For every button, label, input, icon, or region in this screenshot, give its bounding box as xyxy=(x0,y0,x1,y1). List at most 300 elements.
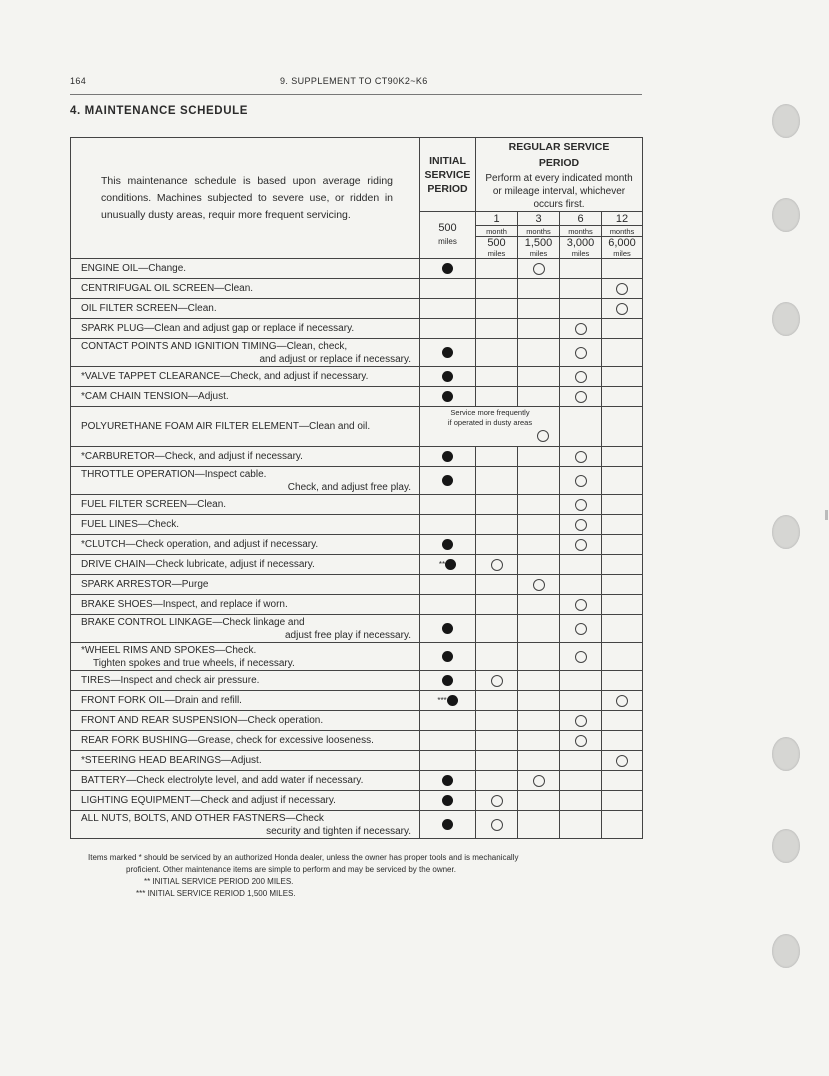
interval-months-unit: months xyxy=(560,226,602,237)
binder-hole xyxy=(772,934,800,968)
interval-cell xyxy=(518,731,560,751)
schedule-row xyxy=(71,555,643,575)
interval-cell xyxy=(518,691,560,711)
filled-circle-icon xyxy=(442,475,453,486)
item-line: *STEERING HEAD BEARINGS—Adjust. xyxy=(81,755,262,766)
schedule-row xyxy=(71,811,643,839)
interval-cell xyxy=(602,299,643,319)
filled-circle-icon xyxy=(442,263,453,274)
interval-months-unit: months xyxy=(602,226,643,237)
interval-miles xyxy=(518,237,560,259)
schedule-row xyxy=(71,711,643,731)
interval-cell xyxy=(602,555,643,575)
open-circle-icon xyxy=(575,347,587,359)
interval-months: 1 xyxy=(476,212,518,226)
item-description xyxy=(71,387,420,407)
binder-hole xyxy=(772,104,800,138)
interval-months: 3 xyxy=(518,212,560,226)
interval-cell xyxy=(560,495,602,515)
filled-circle-icon xyxy=(442,371,453,382)
open-circle-icon xyxy=(491,795,503,807)
interval-cell xyxy=(476,811,518,839)
interval-cell xyxy=(560,595,602,615)
open-circle-icon xyxy=(491,675,503,687)
filled-circle-icon xyxy=(447,695,458,706)
item-description xyxy=(71,731,420,751)
interval-cell xyxy=(602,319,643,339)
item-description xyxy=(71,791,420,811)
item-description xyxy=(71,515,420,535)
regular-title-line: REGULAR SERVICE xyxy=(508,141,610,153)
item-line-cont: Check, and adjust free play. xyxy=(287,481,411,493)
interval-cell xyxy=(518,643,560,671)
interval-cell xyxy=(560,319,602,339)
open-circle-icon xyxy=(616,755,628,767)
interval-cell xyxy=(518,535,560,555)
interval-cell xyxy=(476,575,518,595)
item-description xyxy=(71,447,420,467)
interval-cell xyxy=(476,711,518,731)
interval-cell xyxy=(560,691,602,711)
interval-cell xyxy=(602,467,643,495)
initial-service-cell xyxy=(420,711,476,731)
interval-cell xyxy=(602,535,643,555)
item-line: THROTTLE OPERATION—Inspect cable. xyxy=(81,468,267,480)
interval-cell xyxy=(476,299,518,319)
initial-service-cell xyxy=(420,535,476,555)
schedule-row xyxy=(71,467,643,495)
interval-miles-value: 3,000 xyxy=(566,237,595,249)
interval-miles-unit: miles xyxy=(571,249,590,258)
interval-cell xyxy=(560,367,602,387)
interval-cell xyxy=(602,771,643,791)
interval-cell xyxy=(602,339,643,367)
item-line: REAR FORK BUSHING—Grease, check for excessive looseness. xyxy=(81,735,374,746)
interval-miles xyxy=(602,237,643,259)
interval-cell xyxy=(560,467,602,495)
interval-cell xyxy=(476,387,518,407)
maintenance-schedule-table xyxy=(70,137,643,839)
item-line-cont: and adjust or replace if necessary. xyxy=(259,353,411,365)
open-circle-icon xyxy=(575,323,587,335)
item-line-cont: Tighten spokes and true wheels, if necessary. xyxy=(93,657,295,669)
interval-cell xyxy=(476,643,518,671)
interval-cell xyxy=(602,791,643,811)
initial-service-period-header xyxy=(420,138,476,212)
footnote-marker: *** xyxy=(437,695,447,705)
item-description xyxy=(71,671,420,691)
open-circle-icon xyxy=(575,371,587,383)
intro-text: This maintenance schedule is based upon average riding conditions. Machines subjected to severe use, or ridden in unusually dusty areas, requir more frequent servicing. xyxy=(71,138,420,259)
item-line: BRAKE SHOES—Inspect, and replace if worn. xyxy=(81,599,288,610)
regular-title-line: PERIOD xyxy=(538,157,580,169)
interval-cell xyxy=(560,279,602,299)
open-circle-icon xyxy=(575,599,587,611)
interval-cell xyxy=(518,387,560,407)
open-circle-icon xyxy=(575,475,587,487)
interval-months-unit: months xyxy=(518,226,560,237)
interval-cell xyxy=(476,535,518,555)
schedule-row xyxy=(71,575,643,595)
schedule-row xyxy=(71,515,643,535)
item-line: CONTACT POINTS AND IGNITION TIMING—Clean, check, xyxy=(81,340,348,352)
item-description xyxy=(71,811,420,839)
open-circle-icon xyxy=(616,303,628,315)
page-edge-mark xyxy=(825,510,828,520)
interval-cell xyxy=(560,387,602,407)
initial-service-cell xyxy=(420,731,476,751)
interval-cell xyxy=(602,691,643,711)
interval-cell xyxy=(602,575,643,595)
interval-cell xyxy=(518,299,560,319)
item-description xyxy=(71,751,420,771)
schedule-row xyxy=(71,387,643,407)
interval-cell xyxy=(476,279,518,299)
initial-service-cell xyxy=(420,319,476,339)
item-line: *WHEEL RIMS AND SPOKES—Check. xyxy=(81,644,257,656)
interval-cell xyxy=(560,751,602,771)
binder-hole xyxy=(772,829,800,863)
initial-service-cell xyxy=(420,575,476,595)
interval-cell xyxy=(560,615,602,643)
interval-cell xyxy=(476,319,518,339)
open-circle-icon xyxy=(491,559,503,571)
item-line: TIRES—Inspect and check air pressure. xyxy=(81,675,260,686)
interval-cell xyxy=(602,387,643,407)
schedule-row xyxy=(71,407,643,447)
interval-miles xyxy=(476,237,518,259)
interval-cell xyxy=(476,259,518,279)
item-line: *VALVE TAPPET CLEARANCE—Check, and adjust if necessary. xyxy=(81,371,369,382)
interval-cell xyxy=(560,515,602,535)
item-description xyxy=(71,691,420,711)
open-circle-icon xyxy=(575,539,587,551)
footnotes xyxy=(88,852,648,900)
header-row-1 xyxy=(71,138,643,212)
interval-cell xyxy=(602,259,643,279)
interval-miles-unit: miles xyxy=(529,249,548,258)
item-line: ALL NUTS, BOLTS, AND OTHER FASTNERS—Check xyxy=(81,812,324,824)
interval-cell xyxy=(560,731,602,751)
interval-cell xyxy=(518,811,560,839)
header-rule xyxy=(70,94,642,95)
interval-cell xyxy=(560,811,602,839)
initial-service-cell xyxy=(420,279,476,299)
item-line: FRONT AND REAR SUSPENSION—Check operation. xyxy=(81,715,324,726)
schedule-row xyxy=(71,771,643,791)
interval-cell xyxy=(602,495,643,515)
footnote-marker: ** xyxy=(438,559,446,569)
initial-service-cell xyxy=(420,299,476,319)
item-line-cont: security and tighten if necessary. xyxy=(266,825,411,837)
initial-miles-value: 500 xyxy=(438,222,457,234)
interval-cell xyxy=(476,691,518,711)
schedule-row xyxy=(71,691,643,711)
schedule-row xyxy=(71,595,643,615)
interval-cell xyxy=(602,595,643,615)
interval-cell xyxy=(560,671,602,691)
item-line: ENGINE OIL—Change. xyxy=(81,263,187,274)
interval-miles xyxy=(560,237,602,259)
initial-service-cell xyxy=(420,555,476,575)
dusty-area-note xyxy=(420,408,560,428)
schedule-row xyxy=(71,731,643,751)
interval-cell xyxy=(476,555,518,575)
initial-service-cell xyxy=(420,447,476,467)
item-line: LIGHTING EQUIPMENT—Check and adjust if necessary. xyxy=(81,795,336,806)
item-description xyxy=(71,643,420,671)
initial-label-line: SERVICE xyxy=(424,168,471,181)
item-description xyxy=(71,367,420,387)
open-circle-icon xyxy=(575,519,587,531)
item-line: FUEL LINES—Check. xyxy=(81,519,179,530)
interval-months: 12 xyxy=(602,212,643,226)
interval-cell xyxy=(518,575,560,595)
item-description xyxy=(71,595,420,615)
filled-circle-icon xyxy=(442,819,453,830)
interval-cell xyxy=(518,555,560,575)
interval-cell xyxy=(560,771,602,791)
interval-cell xyxy=(518,671,560,691)
interval-cell xyxy=(476,771,518,791)
item-line: CENTRIFUGAL OIL SCREEN—Clean. xyxy=(81,283,254,294)
filled-circle-icon xyxy=(442,391,453,402)
schedule-row xyxy=(71,751,643,771)
interval-miles-unit: miles xyxy=(487,249,506,258)
filled-circle-icon xyxy=(442,795,453,806)
initial-label-line: INITIAL xyxy=(429,154,466,167)
initial-service-cell xyxy=(420,515,476,535)
item-description xyxy=(71,711,420,731)
interval-cell xyxy=(602,615,643,643)
schedule-row xyxy=(71,495,643,515)
item-description xyxy=(71,319,420,339)
item-line: DRIVE CHAIN—Check lubricate, adjust if necessary. xyxy=(81,559,315,570)
running-title: 9. SUPPLEMENT TO CT90K2~K6 xyxy=(280,76,428,86)
schedule-row xyxy=(71,791,643,811)
interval-cell xyxy=(518,515,560,535)
binder-hole xyxy=(772,515,800,549)
open-circle-icon xyxy=(575,391,587,403)
schedule-row xyxy=(71,447,643,467)
item-line: *CAM CHAIN TENSION—Adjust. xyxy=(81,391,229,402)
interval-cell xyxy=(602,515,643,535)
item-line: FRONT FORK OIL—Drain and refill. xyxy=(81,695,242,706)
open-circle-icon xyxy=(575,499,587,511)
item-description xyxy=(71,575,420,595)
interval-cell xyxy=(602,407,643,447)
regular-text: Perform at every indicated month or mileage interval, whichever occurs first. xyxy=(485,173,633,210)
interval-cell xyxy=(476,751,518,771)
open-circle-icon xyxy=(575,651,587,663)
interval-cell xyxy=(518,447,560,467)
interval-miles-value: 6,000 xyxy=(608,237,636,249)
initial-label-line: PERIOD xyxy=(427,182,468,195)
interval-cell xyxy=(560,299,602,319)
initial-miles xyxy=(420,212,476,259)
interval-cell xyxy=(518,467,560,495)
open-circle-icon xyxy=(537,430,549,442)
item-description xyxy=(71,771,420,791)
section-title: 4. MAINTENANCE SCHEDULE xyxy=(70,105,249,117)
item-line: SPARK ARRESTOR—Purge xyxy=(81,579,209,590)
footnote-triple-star: *** INITIAL SERVICE RERIOD 1,500 MILES. xyxy=(136,889,296,898)
item-description xyxy=(71,299,420,319)
regular-service-period-header xyxy=(476,138,643,212)
interval-cell xyxy=(518,711,560,731)
item-description xyxy=(71,259,420,279)
interval-months: 6 xyxy=(560,212,602,226)
interval-cell xyxy=(602,367,643,387)
page-header xyxy=(70,76,642,92)
note-line: Service more frequently xyxy=(450,408,530,417)
interval-miles-value: 1,500 xyxy=(524,237,553,249)
initial-service-cell xyxy=(420,495,476,515)
schedule-row xyxy=(71,339,643,367)
item-line: FUEL FILTER SCREEN—Clean. xyxy=(81,499,227,510)
filled-circle-icon xyxy=(442,623,453,634)
initial-service-cell xyxy=(420,771,476,791)
binder-hole xyxy=(772,198,800,232)
item-description xyxy=(71,615,420,643)
interval-cell xyxy=(602,731,643,751)
interval-cell xyxy=(476,791,518,811)
interval-cell xyxy=(476,367,518,387)
interval-months-unit: month xyxy=(476,226,518,237)
interval-cell xyxy=(602,671,643,691)
open-circle-icon xyxy=(575,735,587,747)
interval-cell xyxy=(518,791,560,811)
interval-cell xyxy=(518,279,560,299)
footnote-double-star: ** INITIAL SERVICE PERIOD 200 MILES. xyxy=(144,877,294,886)
item-description xyxy=(71,279,420,299)
interval-cell xyxy=(560,259,602,279)
interval-cell xyxy=(602,279,643,299)
interval-cell xyxy=(518,367,560,387)
item-line: *CARBURETOR—Check, and adjust if necessary. xyxy=(81,451,303,462)
item-line-cont: adjust free play if necessary. xyxy=(285,629,411,641)
initial-service-cell xyxy=(420,615,476,643)
interval-cell xyxy=(518,259,560,279)
filled-circle-icon xyxy=(442,775,453,786)
schedule-row xyxy=(71,671,643,691)
page-number: 164 xyxy=(70,76,87,86)
interval-cell xyxy=(476,595,518,615)
open-circle-icon xyxy=(616,283,628,295)
filled-circle-icon xyxy=(445,559,456,570)
interval-cell xyxy=(560,407,602,447)
open-circle-icon xyxy=(491,819,503,831)
initial-service-cell xyxy=(420,811,476,839)
interval-cell xyxy=(518,495,560,515)
interval-cell xyxy=(560,447,602,467)
item-line: POLYURETHANE FOAM AIR FILTER ELEMENT—Clean and oil. xyxy=(81,421,371,432)
interval-cell xyxy=(518,771,560,791)
interval-cell xyxy=(602,447,643,467)
item-description xyxy=(71,495,420,515)
footnote-dealer-cont: proficient. Other maintenance items are simple to perform and may be serviced by the owner. xyxy=(126,865,456,874)
interval-cell xyxy=(602,811,643,839)
item-line: OIL FILTER SCREEN—Clean. xyxy=(81,303,217,314)
open-circle-icon xyxy=(575,451,587,463)
interval-cell xyxy=(560,711,602,731)
interval-cell xyxy=(518,615,560,643)
schedule-row xyxy=(71,299,643,319)
initial-service-cell xyxy=(420,259,476,279)
binder-hole xyxy=(772,737,800,771)
schedule-row xyxy=(71,367,643,387)
schedule-row xyxy=(71,643,643,671)
interval-cell xyxy=(560,555,602,575)
interval-cell xyxy=(476,467,518,495)
open-circle-icon xyxy=(575,715,587,727)
open-circle-icon xyxy=(533,775,545,787)
footnote-dealer: Items marked * should be serviced by an authorized Honda dealer, unless the owner has proper tools and is mechanically xyxy=(88,853,519,862)
open-circle-icon xyxy=(616,695,628,707)
interval-cell xyxy=(476,515,518,535)
initial-service-cell xyxy=(420,339,476,367)
item-description xyxy=(71,407,420,447)
interval-cell xyxy=(518,595,560,615)
initial-service-cell xyxy=(420,367,476,387)
filled-circle-icon xyxy=(442,347,453,358)
note-line: if operated in dusty areas xyxy=(447,418,533,427)
open-circle-icon xyxy=(533,263,545,275)
interval-miles-unit: miles xyxy=(613,249,631,258)
schedule-row xyxy=(71,319,643,339)
interval-cell xyxy=(602,711,643,731)
initial-service-cell xyxy=(420,691,476,711)
filled-circle-icon xyxy=(442,451,453,462)
schedule-row xyxy=(71,535,643,555)
item-line: SPARK PLUG—Clean and adjust gap or replace if necessary. xyxy=(81,323,355,334)
interval-cell xyxy=(560,339,602,367)
interval-cell xyxy=(476,671,518,691)
schedule-row xyxy=(71,279,643,299)
item-description xyxy=(71,555,420,575)
interval-cell xyxy=(560,535,602,555)
initial-service-cell xyxy=(420,595,476,615)
initial-service-cell xyxy=(420,467,476,495)
binder-hole xyxy=(772,302,800,336)
interval-cell xyxy=(560,791,602,811)
item-description xyxy=(71,535,420,555)
interval-cell xyxy=(476,731,518,751)
item-description xyxy=(71,339,420,367)
interval-cell xyxy=(476,339,518,367)
initial-service-cell xyxy=(420,791,476,811)
interval-cell xyxy=(602,643,643,671)
item-line: BATTERY—Check electrolyte level, and add water if necessary. xyxy=(81,775,364,786)
interval-cell xyxy=(476,447,518,467)
schedule-row xyxy=(71,615,643,643)
interval-cell xyxy=(518,339,560,367)
item-line: *CLUTCH—Check operation, and adjust if necessary. xyxy=(81,539,319,550)
item-line: BRAKE CONTROL LINKAGE—Check linkage and xyxy=(81,616,305,628)
initial-service-cell xyxy=(420,643,476,671)
interval-cell xyxy=(476,615,518,643)
interval-cell xyxy=(560,643,602,671)
interval-cell xyxy=(476,495,518,515)
open-circle-icon xyxy=(533,579,545,591)
open-circle-icon xyxy=(575,623,587,635)
filled-circle-icon xyxy=(442,539,453,550)
filled-circle-icon xyxy=(442,675,453,686)
interval-miles-value: 500 xyxy=(487,237,506,249)
interval-cell xyxy=(602,751,643,771)
initial-service-cell xyxy=(420,407,560,447)
schedule-row xyxy=(71,259,643,279)
